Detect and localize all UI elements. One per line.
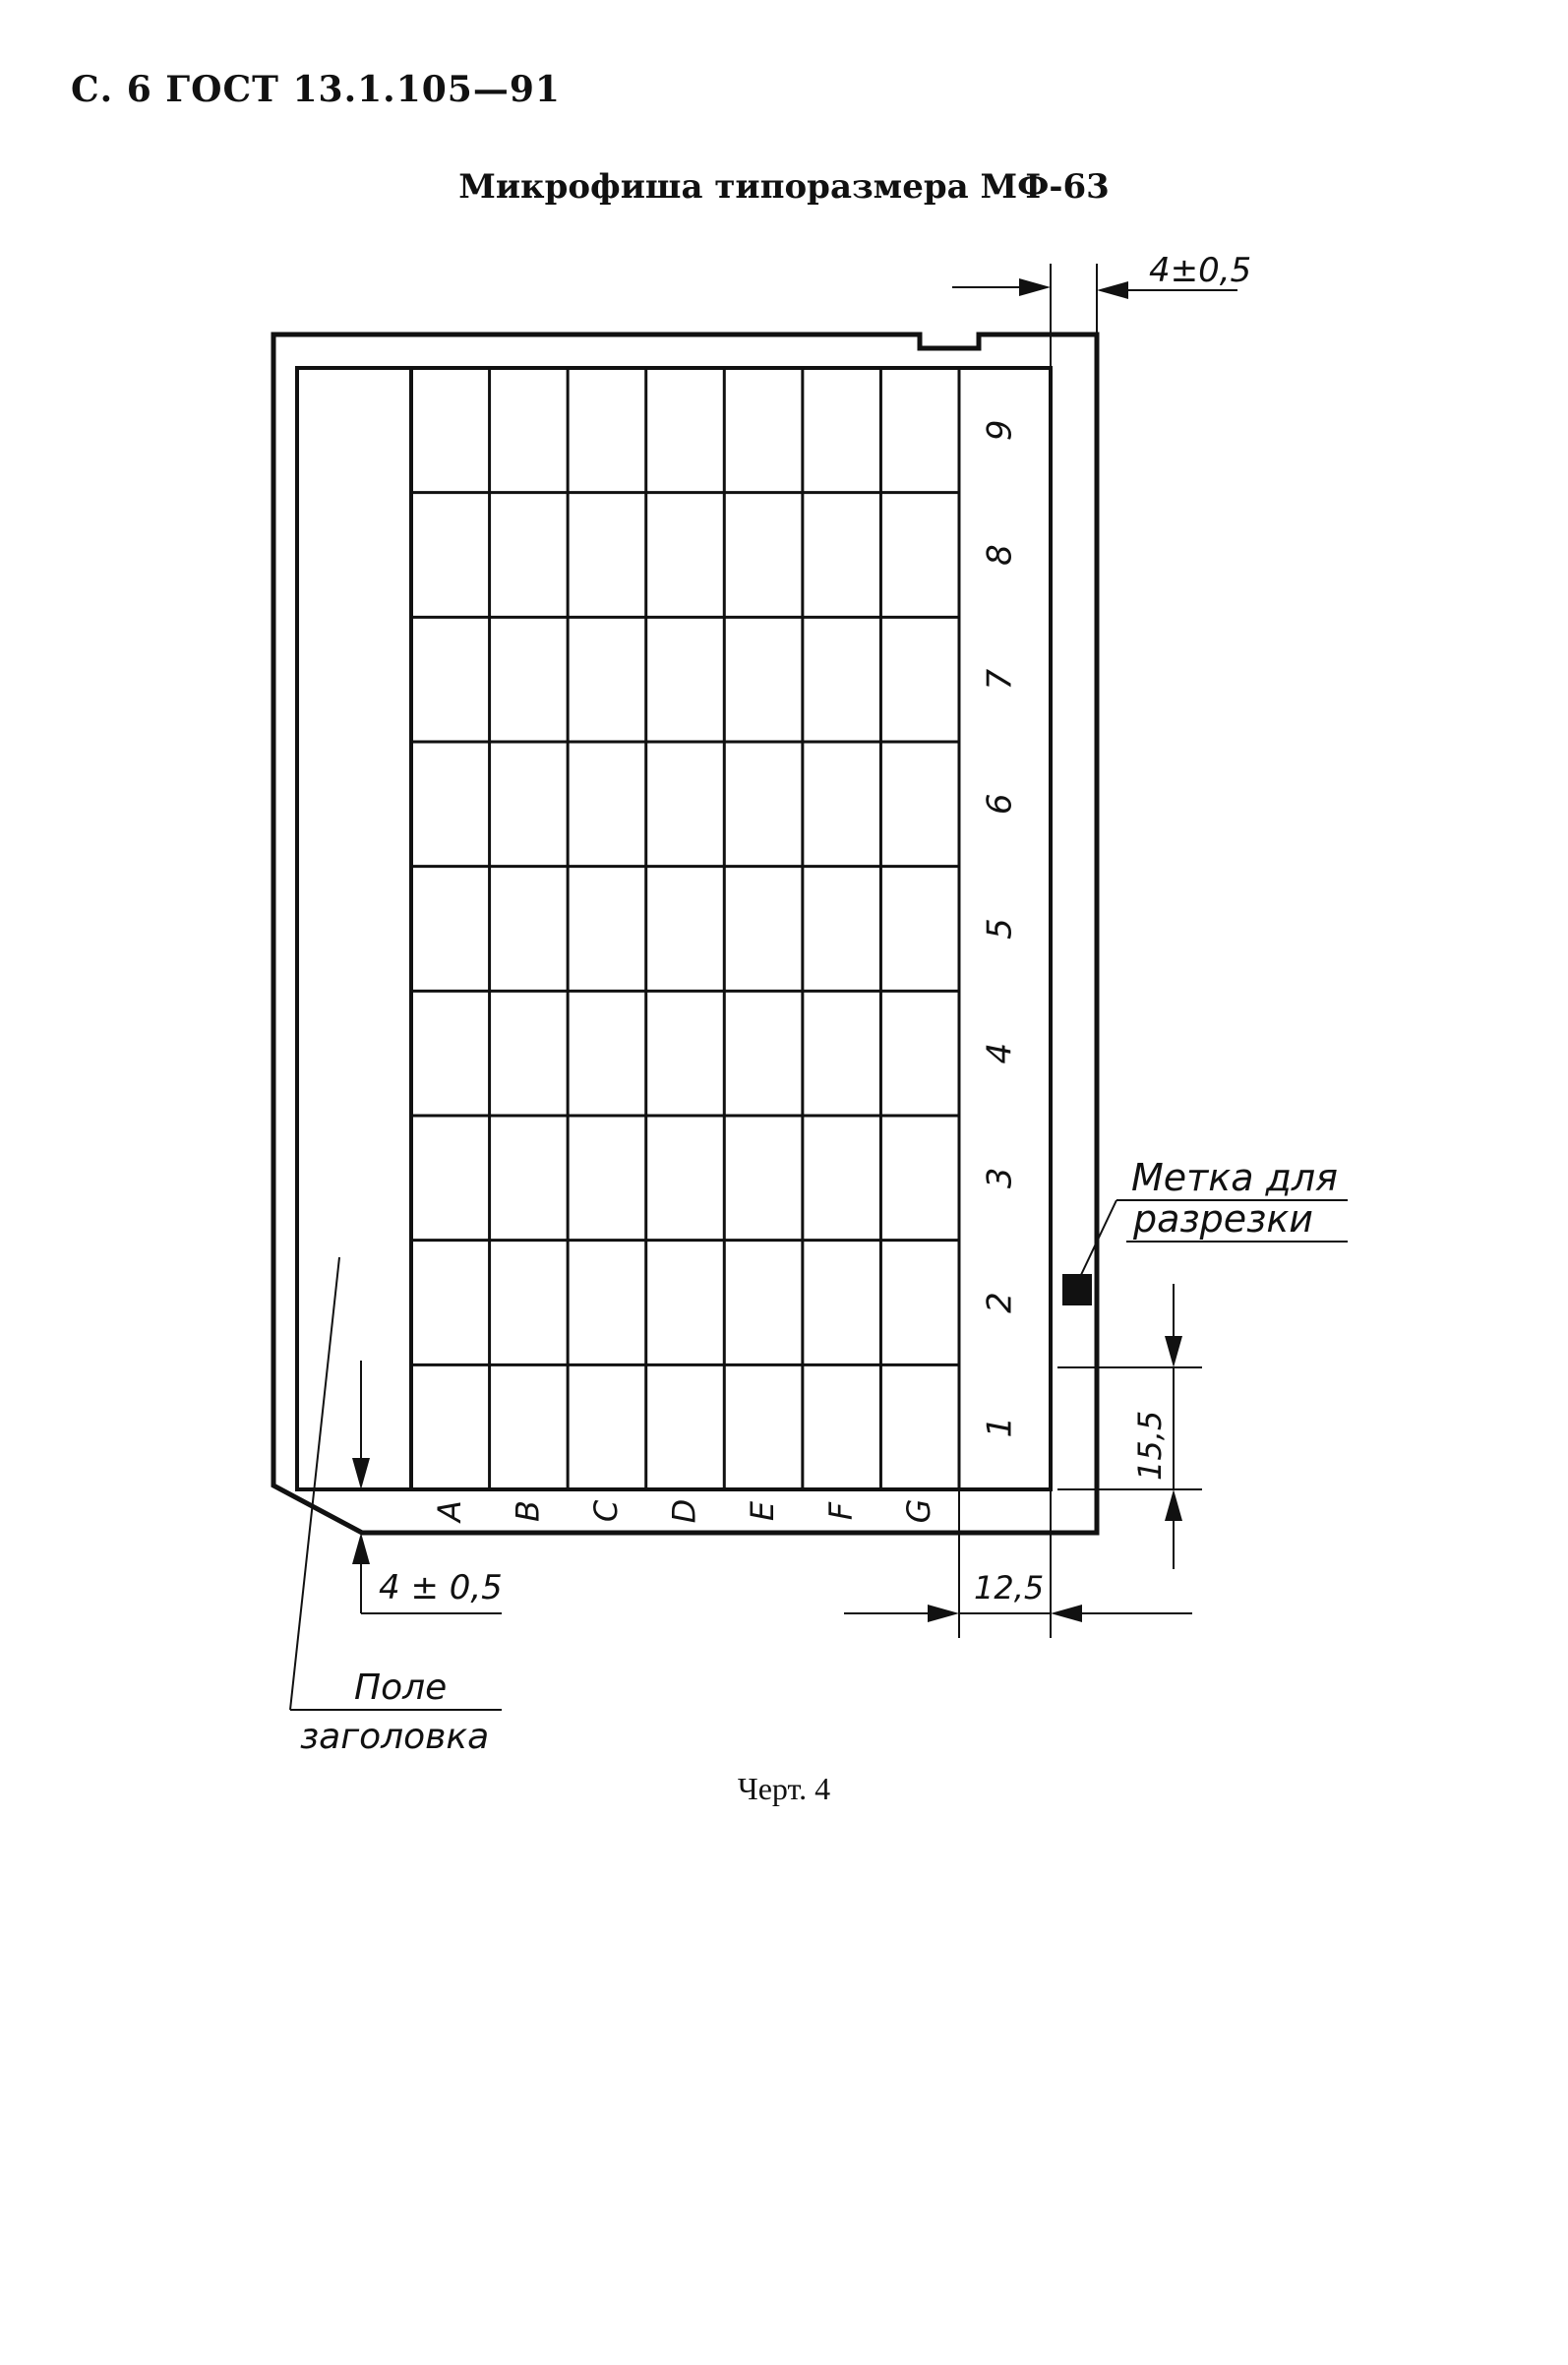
page-header: С. 6 ГОСТ 13.1.105—91 (71, 69, 561, 110)
figure-caption: Черт. 4 (737, 1771, 831, 1806)
row-height-dimension: 15,5 (1131, 1410, 1169, 1481)
column-label: B (509, 1500, 547, 1522)
row-label: 8 (980, 544, 1020, 566)
arrowhead (928, 1605, 959, 1622)
cut-mark-label-line2: разрезки (1133, 1197, 1313, 1241)
column-label: G (900, 1498, 938, 1524)
row-label: 5 (980, 918, 1020, 940)
card-outline (273, 334, 1097, 1533)
row-label: 6 (980, 793, 1020, 816)
column-label: C (586, 1499, 625, 1523)
arrowhead (1165, 1489, 1182, 1521)
arrowhead (352, 1458, 370, 1489)
row-label: 9 (980, 419, 1020, 442)
bottom-margin-dimension: 4 ± 0,5 (379, 1568, 503, 1607)
arrowhead (1051, 1605, 1082, 1622)
frame-grid (411, 368, 959, 1489)
row-label: 1 (980, 1416, 1020, 1438)
header-field-label-line2: заголовка (300, 1717, 490, 1757)
column-label: F (821, 1501, 860, 1521)
row-label: 4 (980, 1042, 1020, 1064)
arrowhead (1165, 1336, 1182, 1367)
column-label: A (430, 1500, 468, 1522)
row-label: 3 (980, 1167, 1020, 1189)
cut-mark-square (1062, 1274, 1092, 1305)
arrowhead (1097, 281, 1128, 299)
cut-mark-label-line1: Метка для (1131, 1156, 1339, 1199)
column-label: E (744, 1500, 782, 1522)
column-width-dimension: 12,5 (974, 1569, 1045, 1607)
row-label: 2 (980, 1292, 1020, 1313)
arrowhead (1019, 278, 1051, 296)
top-margin-dimension: 4±0,5 (1149, 251, 1252, 290)
column-label: D (665, 1498, 703, 1524)
row-label: 7 (980, 668, 1020, 691)
arrowhead (352, 1533, 370, 1564)
header-field-label-line1: Поле (354, 1668, 448, 1708)
diagram-title: Микрофиша типоразмера МФ-63 (458, 167, 1110, 207)
